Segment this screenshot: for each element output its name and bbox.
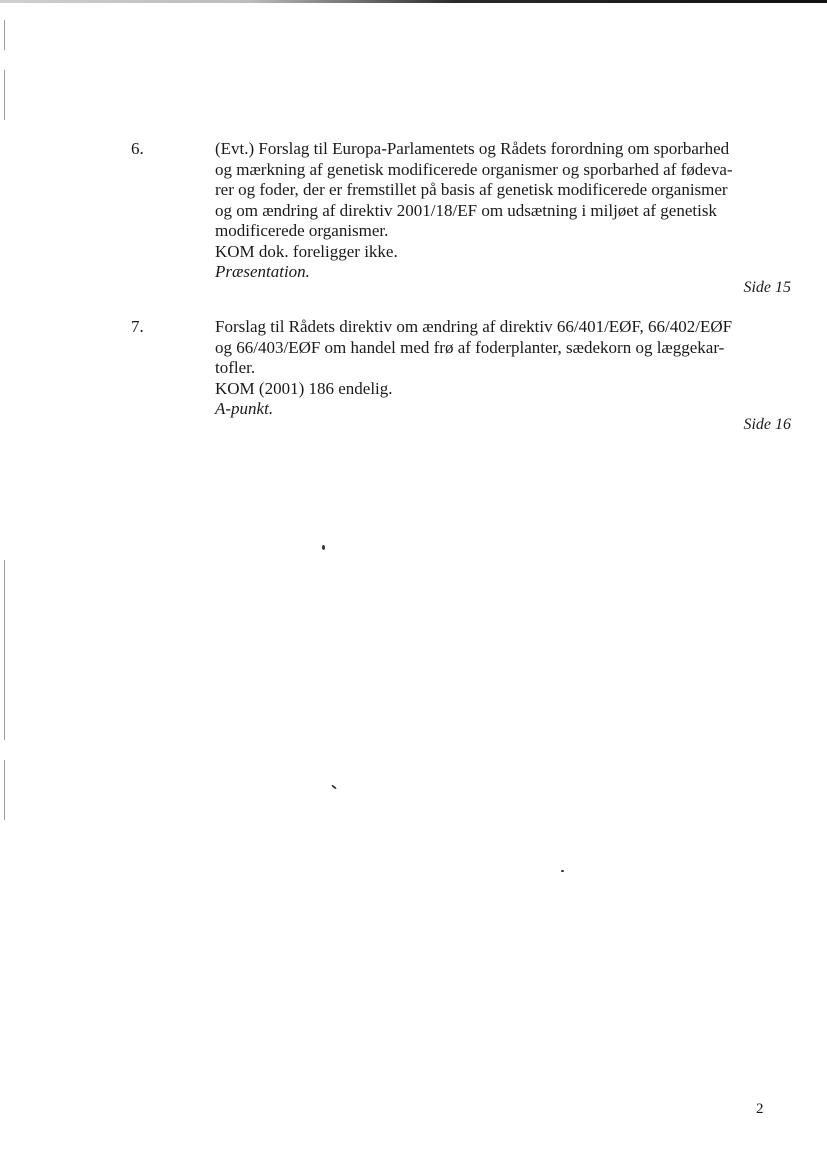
scan-speck	[561, 870, 564, 872]
item-title-line: modificerede organismer.	[215, 221, 389, 240]
item-title-line: og 66/403/EØF om handel med frø af foderplanter, sædekorn og læggekar-	[215, 337, 725, 357]
item-title-line: tofler.	[215, 358, 256, 377]
page-reference: Side 15	[743, 279, 791, 296]
kom-reference: KOM dok. foreligger ikke.	[215, 241, 398, 261]
scan-left-edge-mark	[4, 560, 5, 740]
scan-left-edge-mark	[4, 760, 5, 820]
scan-speck	[331, 784, 337, 789]
item-title-line: rer og foder, der er fremstillet på basis af genetisk modificerede organismer	[215, 180, 728, 199]
item-number: 7.	[131, 317, 144, 336]
item-number: 6.	[131, 139, 144, 158]
item-body	[215, 139, 795, 283]
item-title-line: og om ændring af direktiv 2001/18/EF om udsætning i miljøet af genetisk	[215, 200, 717, 220]
scan-left-edge-mark	[4, 70, 5, 120]
item-title-line: (Evt.) Forslag til Europa-Parlamentets og Rådets forordning om sporbarhed	[215, 139, 730, 158]
item-type: Præsentation.	[215, 262, 310, 281]
scan-left-edge-mark	[4, 20, 5, 50]
item-body	[215, 317, 795, 420]
item-title-line: Forslag til Rådets direktiv om ændring af direktiv 66/401/EØF, 66/402/EØF	[215, 317, 733, 336]
kom-reference: KOM (2001) 186 endelig.	[215, 378, 393, 398]
page-number: 2	[756, 1101, 764, 1117]
scan-speck	[322, 545, 325, 550]
item-title-line: og mærkning af genetisk modificerede organismer og sporbarhed af fødeva-	[215, 159, 733, 179]
item-type: A-punkt.	[215, 399, 274, 418]
scan-top-border	[0, 0, 827, 3]
page-reference: Side 16	[743, 416, 791, 433]
